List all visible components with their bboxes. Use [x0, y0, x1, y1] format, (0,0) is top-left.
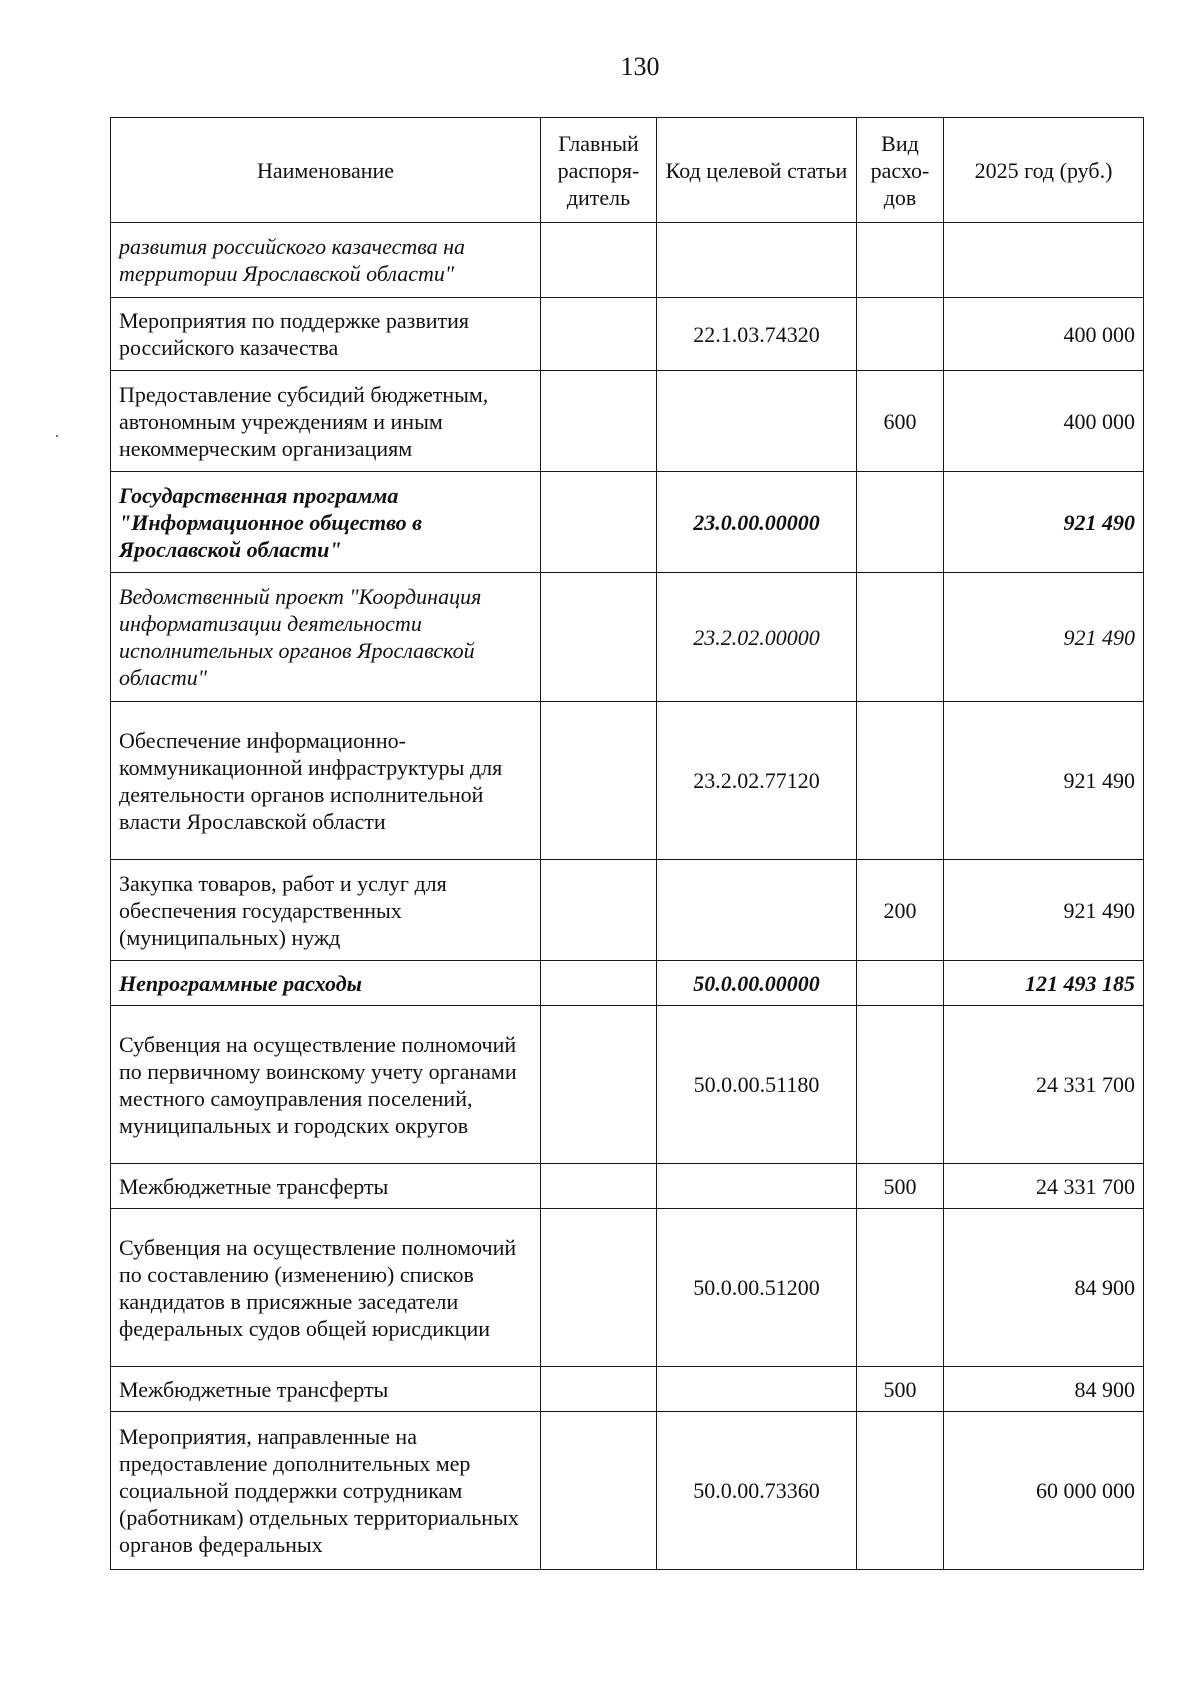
- table-row: [111, 860, 1144, 961]
- row-name: Межбюджетные трансферты: [111, 1367, 541, 1412]
- row-amount: 121 493 185: [944, 961, 1144, 1006]
- row-code: 50.0.00.51200: [657, 1209, 857, 1367]
- header-code: Код целевой статьи: [657, 118, 857, 223]
- row-type: [857, 961, 944, 1006]
- header-amount-2025: 2025 год (руб.): [944, 118, 1144, 223]
- row-name: Обеспечение информационно-коммуникационной инфраструктуры для деятельности органов исполнительной власти Ярославской области: [111, 702, 541, 860]
- row-manager: [541, 223, 657, 298]
- row-name: развития российского казачества на территории Ярославской области": [111, 223, 541, 298]
- row-manager: [541, 1412, 657, 1570]
- row-amount: 84 900: [944, 1367, 1144, 1412]
- table-row: [111, 702, 1144, 860]
- row-type: [857, 298, 944, 371]
- row-type: [857, 573, 944, 702]
- row-manager: [541, 371, 657, 472]
- row-type: [857, 1209, 944, 1367]
- row-amount: 921 490: [944, 702, 1144, 860]
- row-name: Непрограммные расходы: [111, 961, 541, 1006]
- row-manager: [541, 472, 657, 573]
- row-name: Субвенция на осуществление полномочий по первичному воинскому учету органами местного самоуправления поселений, муниципальных и городских округов: [111, 1006, 541, 1164]
- row-type: 200: [857, 860, 944, 961]
- row-manager: [541, 702, 657, 860]
- row-name: Межбюджетные трансферты: [111, 1164, 541, 1209]
- table-row: [111, 472, 1144, 573]
- row-manager: [541, 1209, 657, 1367]
- row-type: 600: [857, 371, 944, 472]
- row-type: 500: [857, 1367, 944, 1412]
- table-row: [111, 1209, 1144, 1367]
- row-code: 50.0.00.51180: [657, 1006, 857, 1164]
- header-expense-type: Вид расхо-дов: [857, 118, 944, 223]
- row-manager: [541, 573, 657, 702]
- table-row: [111, 1367, 1144, 1412]
- header-manager: Главный распоря-дитель: [541, 118, 657, 223]
- row-code: [657, 223, 857, 298]
- row-name: Государственная программа "Информационное общество в Ярославской области": [111, 472, 541, 573]
- row-amount: 24 331 700: [944, 1006, 1144, 1164]
- row-name: Мероприятия, направленные на предоставление дополнительных мер социальной поддержки сотрудникам (работникам) отдельных территориальных органов федеральных: [111, 1412, 541, 1570]
- row-manager: [541, 961, 657, 1006]
- table-header-row: [111, 118, 1144, 223]
- table-row: [111, 223, 1144, 298]
- row-type: [857, 472, 944, 573]
- table-row: [111, 298, 1144, 371]
- table-row: [111, 1006, 1144, 1164]
- row-code: [657, 1367, 857, 1412]
- table-row: [111, 371, 1144, 472]
- row-amount: 24 331 700: [944, 1164, 1144, 1209]
- row-amount: 60 000 000: [944, 1412, 1144, 1570]
- row-manager: [541, 298, 657, 371]
- row-name: Закупка товаров, работ и услуг для обеспечения государственных (муниципальных) нужд: [111, 860, 541, 961]
- scan-speck: [56, 435, 58, 437]
- row-code: 22.1.03.74320: [657, 298, 857, 371]
- row-name: Предоставление субсидий бюджетным, автономным учреждениям и иным некоммерческим организациям: [111, 371, 541, 472]
- table-row: [111, 573, 1144, 702]
- table-row: [111, 1164, 1144, 1209]
- row-code: 23.2.02.00000: [657, 573, 857, 702]
- row-code: [657, 860, 857, 961]
- row-type: [857, 1006, 944, 1164]
- row-code: 50.0.00.00000: [657, 961, 857, 1006]
- row-manager: [541, 1367, 657, 1412]
- header-name: Наименование: [111, 118, 541, 223]
- row-code: [657, 1164, 857, 1209]
- row-code: 23.2.02.77120: [657, 702, 857, 860]
- table-row: [111, 961, 1144, 1006]
- row-code: 50.0.00.73360: [657, 1412, 857, 1570]
- row-amount: 84 900: [944, 1209, 1144, 1367]
- row-amount: 921 490: [944, 573, 1144, 702]
- row-type: [857, 702, 944, 860]
- row-name: Ведомственный проект "Координация информатизации деятельности исполнительных органов Ярославской области": [111, 573, 541, 702]
- row-amount: 400 000: [944, 371, 1144, 472]
- row-name: Мероприятия по поддержке развития российского казачества: [111, 298, 541, 371]
- row-amount: 400 000: [944, 298, 1144, 371]
- row-manager: [541, 860, 657, 961]
- row-amount: 921 490: [944, 472, 1144, 573]
- row-amount: 921 490: [944, 860, 1144, 961]
- row-code: [657, 371, 857, 472]
- budget-table: [110, 117, 1144, 1570]
- table-row: [111, 1412, 1144, 1570]
- row-manager: [541, 1164, 657, 1209]
- row-code: 23.0.00.00000: [657, 472, 857, 573]
- row-type: [857, 1412, 944, 1570]
- row-name: Субвенция на осуществление полномочий по составлению (изменению) списков кандидатов в присяжные заседатели федеральных судов общей юрисдикции: [111, 1209, 541, 1367]
- row-amount: [944, 223, 1144, 298]
- row-type: [857, 223, 944, 298]
- row-type: 500: [857, 1164, 944, 1209]
- row-manager: [541, 1006, 657, 1164]
- page-number: 130: [620, 52, 660, 81]
